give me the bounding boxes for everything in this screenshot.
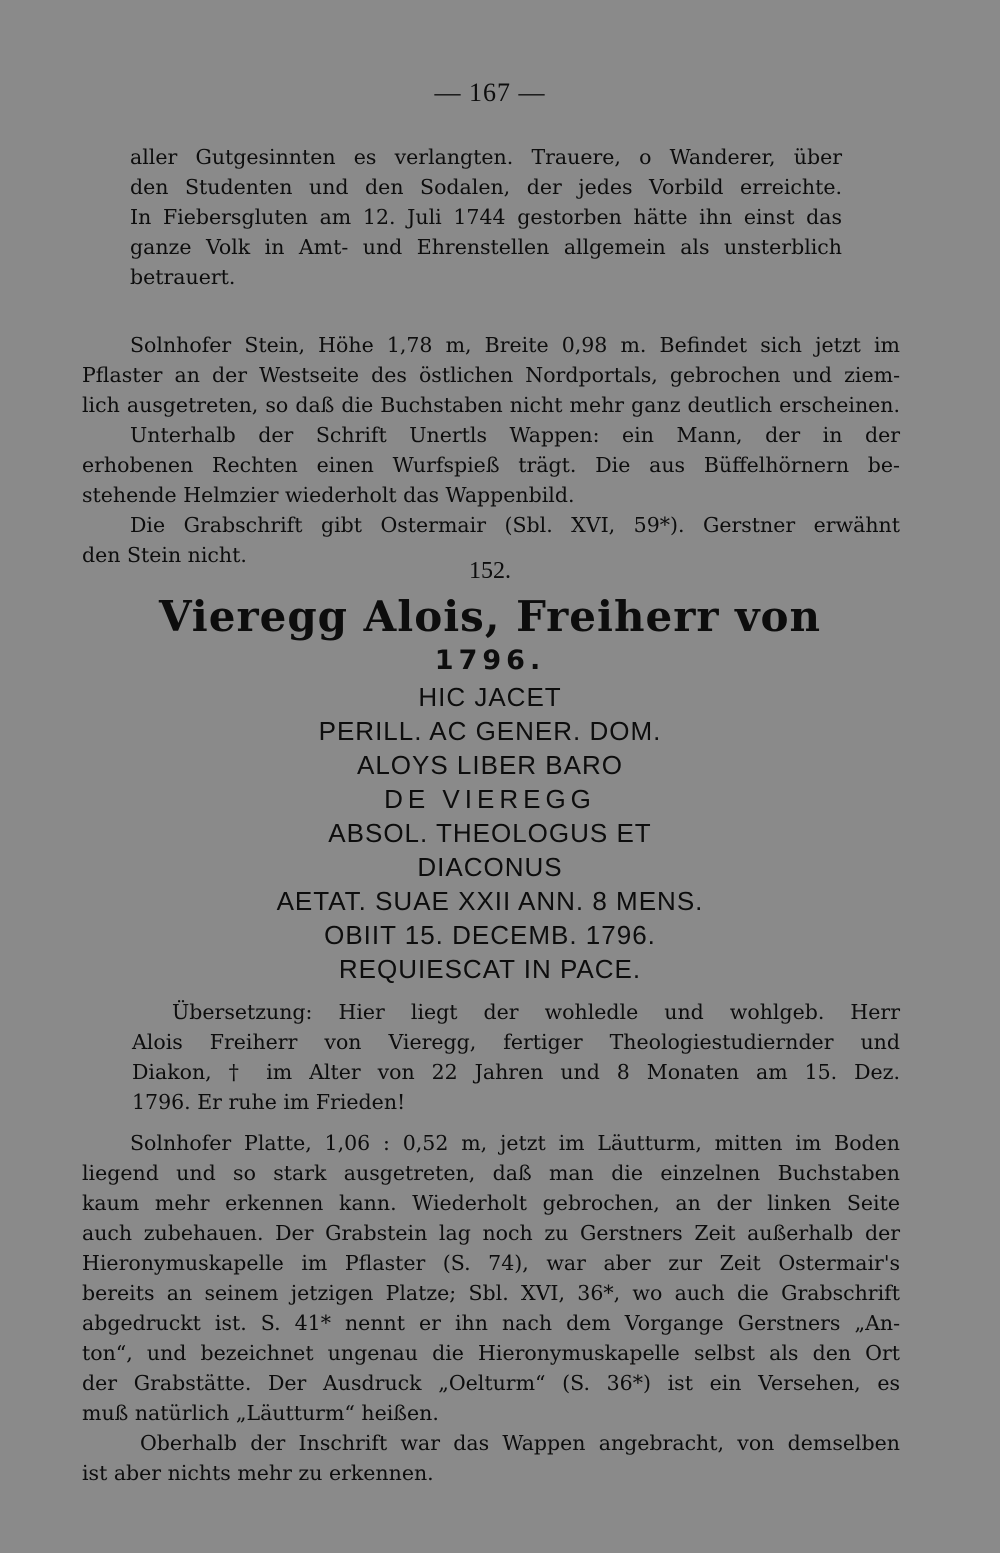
paragraph-epitaph-end	[130, 142, 842, 292]
text-line: lich ausgetreten, so daß die Buchstaben nicht mehr ganz deutlich erscheinen.	[82, 393, 900, 417]
text-line: Übersetzung: Hier liegt der wohledle und wohlgeb. Herr	[172, 1000, 900, 1024]
inscription-line: DE VIEREGG	[384, 784, 596, 814]
entry-year: 1796.	[434, 645, 546, 676]
paragraph-slab-description	[82, 1128, 900, 1428]
text-line: Unterhalb der Schrift Unertls Wappen: ein Mann, der in der	[130, 423, 900, 447]
inscription-line: HIC JACET	[418, 682, 562, 712]
text-line: Oberhalb der Inschrift war das Wappen angebracht, von demselben	[140, 1431, 900, 1455]
text-line: stehende Helmzier wiederholt das Wappenbild.	[82, 483, 575, 507]
text-line: Alois Freiherr von Vieregg, fertiger Theologiestudiernder und	[132, 1030, 900, 1054]
inscription-line: REQUIESCAT IN PACE.	[338, 954, 642, 984]
text-line: Diakon, † im Alter von 22 Jahren und 8 Monaten am 15. Dez.	[132, 1060, 900, 1084]
text-line: Solnhofer Stein, Höhe 1,78 m, Breite 0,98 m. Befindet sich jetzt im	[130, 333, 900, 357]
paragraph-coat-of-arms	[82, 1428, 900, 1488]
text-line: Hieronymuskapelle im Pflaster (S. 74), war aber zur Zeit Ostermair's	[82, 1251, 900, 1275]
text-line: liegend und so stark ausgetreten, daß man die einzelnen Buchstaben	[82, 1161, 900, 1185]
paragraph-translation	[82, 997, 900, 1117]
entry-number: 152.	[469, 558, 511, 584]
inscription-line: ALOYS LIBER BARO	[357, 750, 623, 780]
text-line: den Studenten und den Sodalen, der jedes Vorbild erreichte.	[130, 175, 842, 199]
text-line: In Fiebersgluten am 12. Juli 1744 gestorben hätte ihn einst das	[130, 205, 842, 229]
text-line: kaum mehr erkennen kann. Wiederholt gebrochen, an der linken Seite	[82, 1191, 900, 1215]
inscription-block	[0, 680, 980, 986]
text-line: 1796. Er ruhe im Frieden!	[132, 1090, 406, 1114]
text-line: der Grabstätte. Der Ausdruck „Oelturm“ (S. 36*) ist ein Versehen, es	[82, 1371, 900, 1395]
paragraph-stone-description	[82, 330, 900, 570]
text-line: abgedruckt ist. S. 41* nennt er ihn nach dem Vorgange Gerstners „An-	[82, 1311, 900, 1335]
text-line: den Stein nicht.	[82, 543, 247, 567]
text-line: Die Grabschrift gibt Ostermair (Sbl. XVI, 59*). Gerstner erwähnt	[130, 513, 900, 537]
text-line: ton“, und bezeichnet ungenau die Hieronymuskapelle selbst als den Ort	[82, 1341, 900, 1365]
inscription-line: ABSOL. THEOLOGUS ET	[328, 818, 652, 848]
inscription-line: OBIIT 15. DECEMB. 1796.	[324, 920, 656, 950]
text-line: ganze Volk in Amt- und Ehrenstellen allgemein als unsterblich	[130, 235, 842, 259]
text-line: ist aber nichts mehr zu erkennen.	[82, 1461, 434, 1485]
inscription-line: PERILL. AC GENER. DOM.	[318, 716, 662, 746]
text-line: auch zubehauen. Der Grabstein lag noch zu Gerstners Zeit außerhalb der	[82, 1221, 900, 1245]
text-line: Pflaster an der Westseite des östlichen Nordportals, gebrochen und ziem-	[82, 363, 900, 387]
text-line: Solnhofer Platte, 1,06 : 0,52 m, jetzt im Läutturm, mitten im Boden	[130, 1131, 900, 1155]
text-line: erhobenen Rechten einen Wurfspieß trägt. Die aus Büffelhörnern be-	[82, 453, 900, 477]
inscription-line: DIACONUS	[417, 852, 563, 882]
text-line: aller Gutgesinnten es verlangten. Trauere, o Wanderer, über	[130, 145, 842, 169]
entry-title: Vieregg Alois, Freiherr von	[158, 592, 822, 641]
text-line: betrauert.	[130, 265, 236, 289]
page-number: — 167 —	[434, 78, 546, 107]
inscription-line: AETAT. SUAE XXII ANN. 8 MENS.	[276, 886, 704, 916]
text-line: bereits an seinem jetzigen Platze; Sbl. XVI, 36*, wo auch die Grabschrift	[82, 1281, 900, 1305]
text-line: muß natürlich „Läutturm“ heißen.	[82, 1401, 439, 1425]
